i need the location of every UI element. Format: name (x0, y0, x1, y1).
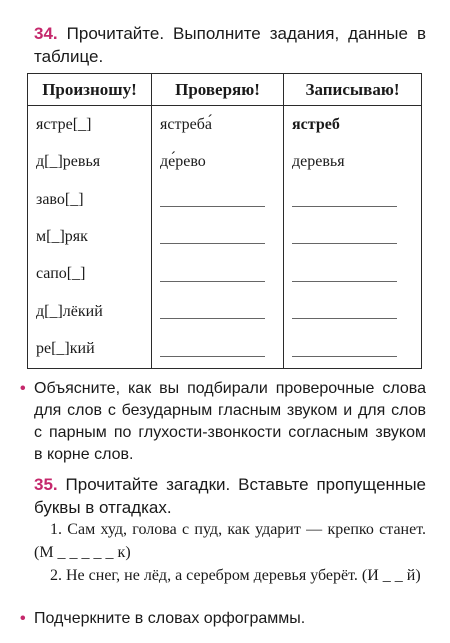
answer-blank-line[interactable] (160, 206, 265, 207)
table-row (28, 143, 422, 180)
exercise-number: 34. (34, 24, 58, 43)
answer-blank-line[interactable] (160, 243, 265, 244)
cell-write[interactable] (284, 218, 422, 255)
answer-blank-line[interactable] (160, 281, 265, 282)
riddle-2 (34, 564, 426, 587)
riddle-1 (34, 518, 426, 564)
cell-check[interactable] (152, 181, 284, 218)
note-text: Объясните, как вы подбирали проверочные слова для слов с безударным гласным звуком и для слов с парным по глухости-звонкости согласным звуком в корне слов. (34, 380, 426, 463)
note-text: Подчеркните в словах орфограммы. (34, 610, 306, 627)
exercise-instruction: Прочитайте загадки. Вставьте пропущенные буквы в отгадках. (34, 475, 426, 517)
riddle-text: 2. Не снег, не лёд, а серебром деревья уберёт. (И _ _ й) (50, 567, 421, 584)
bullet-icon: • (20, 380, 26, 397)
cell-pronounce: м[_]ряк (28, 218, 152, 255)
answer-blank-line[interactable] (292, 281, 397, 282)
cell-write[interactable] (284, 293, 422, 330)
cell-pronounce: ре[_]кий (28, 331, 152, 369)
table-row (28, 256, 422, 293)
exercise-instruction: Прочитайте. Выполните задания, данные в таблице. (34, 24, 426, 66)
table-row (28, 106, 422, 144)
cell-check[interactable] (152, 218, 284, 255)
answer-blank-line[interactable] (160, 318, 265, 319)
exercise-35-heading (34, 473, 426, 519)
task-note-explain (20, 378, 426, 466)
cell-pronounce: ястре[_] (28, 106, 152, 144)
header-check: Проверяю! (152, 74, 284, 106)
cell-check[interactable] (152, 293, 284, 330)
cell-write (284, 143, 422, 180)
cell-check (152, 143, 284, 180)
cell-pronounce: сапо[_] (28, 256, 152, 293)
table-row (28, 293, 422, 330)
table-row (28, 218, 422, 255)
cell-pronounce: д[_]лёкий (28, 293, 152, 330)
write-word: ястреб (292, 115, 340, 133)
cell-check[interactable] (152, 331, 284, 369)
answer-blank-line[interactable] (292, 318, 397, 319)
table-row (28, 181, 422, 218)
cell-write (284, 106, 422, 144)
cell-check (152, 106, 284, 144)
table-row (28, 331, 422, 369)
cell-check[interactable] (152, 256, 284, 293)
answer-blank-line[interactable] (160, 356, 265, 357)
write-word: деревья (292, 153, 345, 171)
answer-blank-line[interactable] (292, 243, 397, 244)
answer-blank-line[interactable] (292, 356, 397, 357)
task-note-underline (20, 608, 426, 630)
check-word: ястреба́ (160, 115, 212, 133)
exercise-34-heading (34, 22, 426, 68)
cell-pronounce: д[_]ревья (28, 143, 152, 180)
cell-write[interactable] (284, 331, 422, 369)
cell-pronounce: заво[_] (28, 181, 152, 218)
check-word: де́рево (160, 153, 206, 171)
answer-blank-line[interactable] (292, 206, 397, 207)
exercise-number: 35. (34, 475, 58, 494)
words-table (27, 73, 422, 369)
header-write: Записываю! (284, 74, 422, 106)
cell-write[interactable] (284, 181, 422, 218)
table-header-row (28, 74, 422, 106)
bullet-icon: • (20, 610, 26, 627)
riddle-text: 1. Сам худ, голова с пуд, как ударит — крепко станет. (М _ _ _ _ _ к) (34, 521, 426, 561)
header-pronounce: Произношу! (28, 74, 152, 106)
cell-write[interactable] (284, 256, 422, 293)
